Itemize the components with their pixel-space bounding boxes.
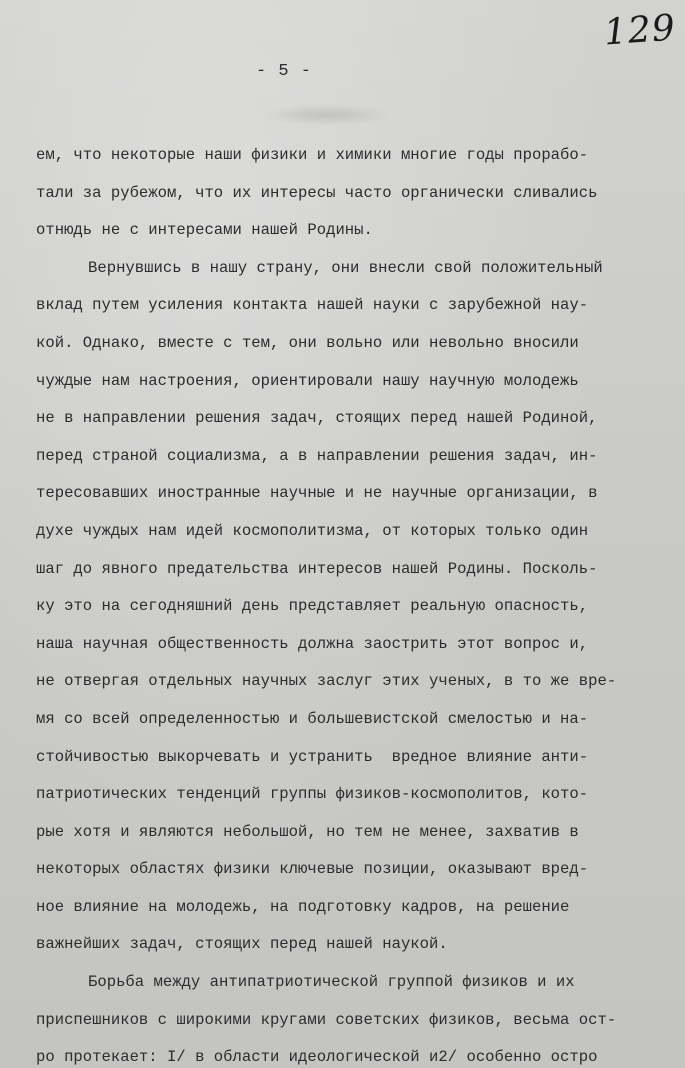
text-line: наша научная общественность должна заострить этот вопрос и, [36, 634, 589, 653]
text-line: ку это на сегодняшний день представляет реальную опасность, [36, 597, 589, 616]
body-text [36, 137, 676, 1068]
text-line: чуждые нам настроения, ориентировали нашу научную молодежь [36, 371, 579, 390]
text-line: перед страной социализма, а в направлении решения задач, ин- [36, 446, 598, 465]
text-line: рые хотя и являются небольшой, но тем не менее, захватив в [36, 822, 579, 841]
text-line: ное влияние на молодежь, на подготовку кадров, на решение [36, 897, 570, 916]
text-line: не отвергая отдельных научных заслуг этих ученых, в то же вре- [36, 672, 617, 691]
text-line: ро протекает: I/ в области идеологической и2/ особенно остро [36, 1048, 598, 1067]
text-line: Вернувшись в нашу страну, они внесли свой положительный [88, 258, 603, 277]
text-line: стойчивостью выкорчевать и устранить вредное влияние анти- [36, 747, 589, 766]
text-line: мя со всей определенностью и большевистской смелостью и на- [36, 709, 589, 728]
text-line: не в направлении решения задач, стоящих перед нашей Родиной, [36, 409, 598, 428]
text-line: тересовавших иностранные научные и не научные организации, в [36, 484, 598, 503]
text-line: тали за рубежом, что их интересы часто органически сливались [36, 183, 598, 202]
page-number: - 5 - [256, 62, 313, 81]
handwritten-folio-number: 129 [602, 7, 678, 54]
text-line: вклад путем усиления контакта нашей науки с зарубежной нау- [36, 296, 589, 315]
text-line: приспешников с широкими кругами советских физиков, весьма ост- [36, 1010, 617, 1029]
text-line: шаг до явного предательства интересов нашей Родины. Посколь- [36, 559, 598, 578]
text-line: ем, что некоторые наши физики и химики многие годы прорабо- [36, 146, 589, 164]
text-line: отнюдь не с интересами нашей Родины. [36, 221, 373, 240]
text-line: Борьба между антипатриотической группой физиков и их [88, 973, 575, 992]
text-line: кой. Однако, вместе с тем, они вольно или невольно вносили [36, 333, 579, 352]
text-line: патриотических тенденций группы физиков-космополитов, кото- [36, 785, 589, 804]
text-line: некоторых областях физики ключевые позиции, оказывают вред- [36, 860, 589, 879]
ink-smudge [262, 104, 392, 126]
text-line: важнейших задач, стоящих перед нашей наукой. [36, 935, 448, 954]
text-line: духе чуждых нам идей космополитизма, от которых только один [36, 521, 589, 540]
